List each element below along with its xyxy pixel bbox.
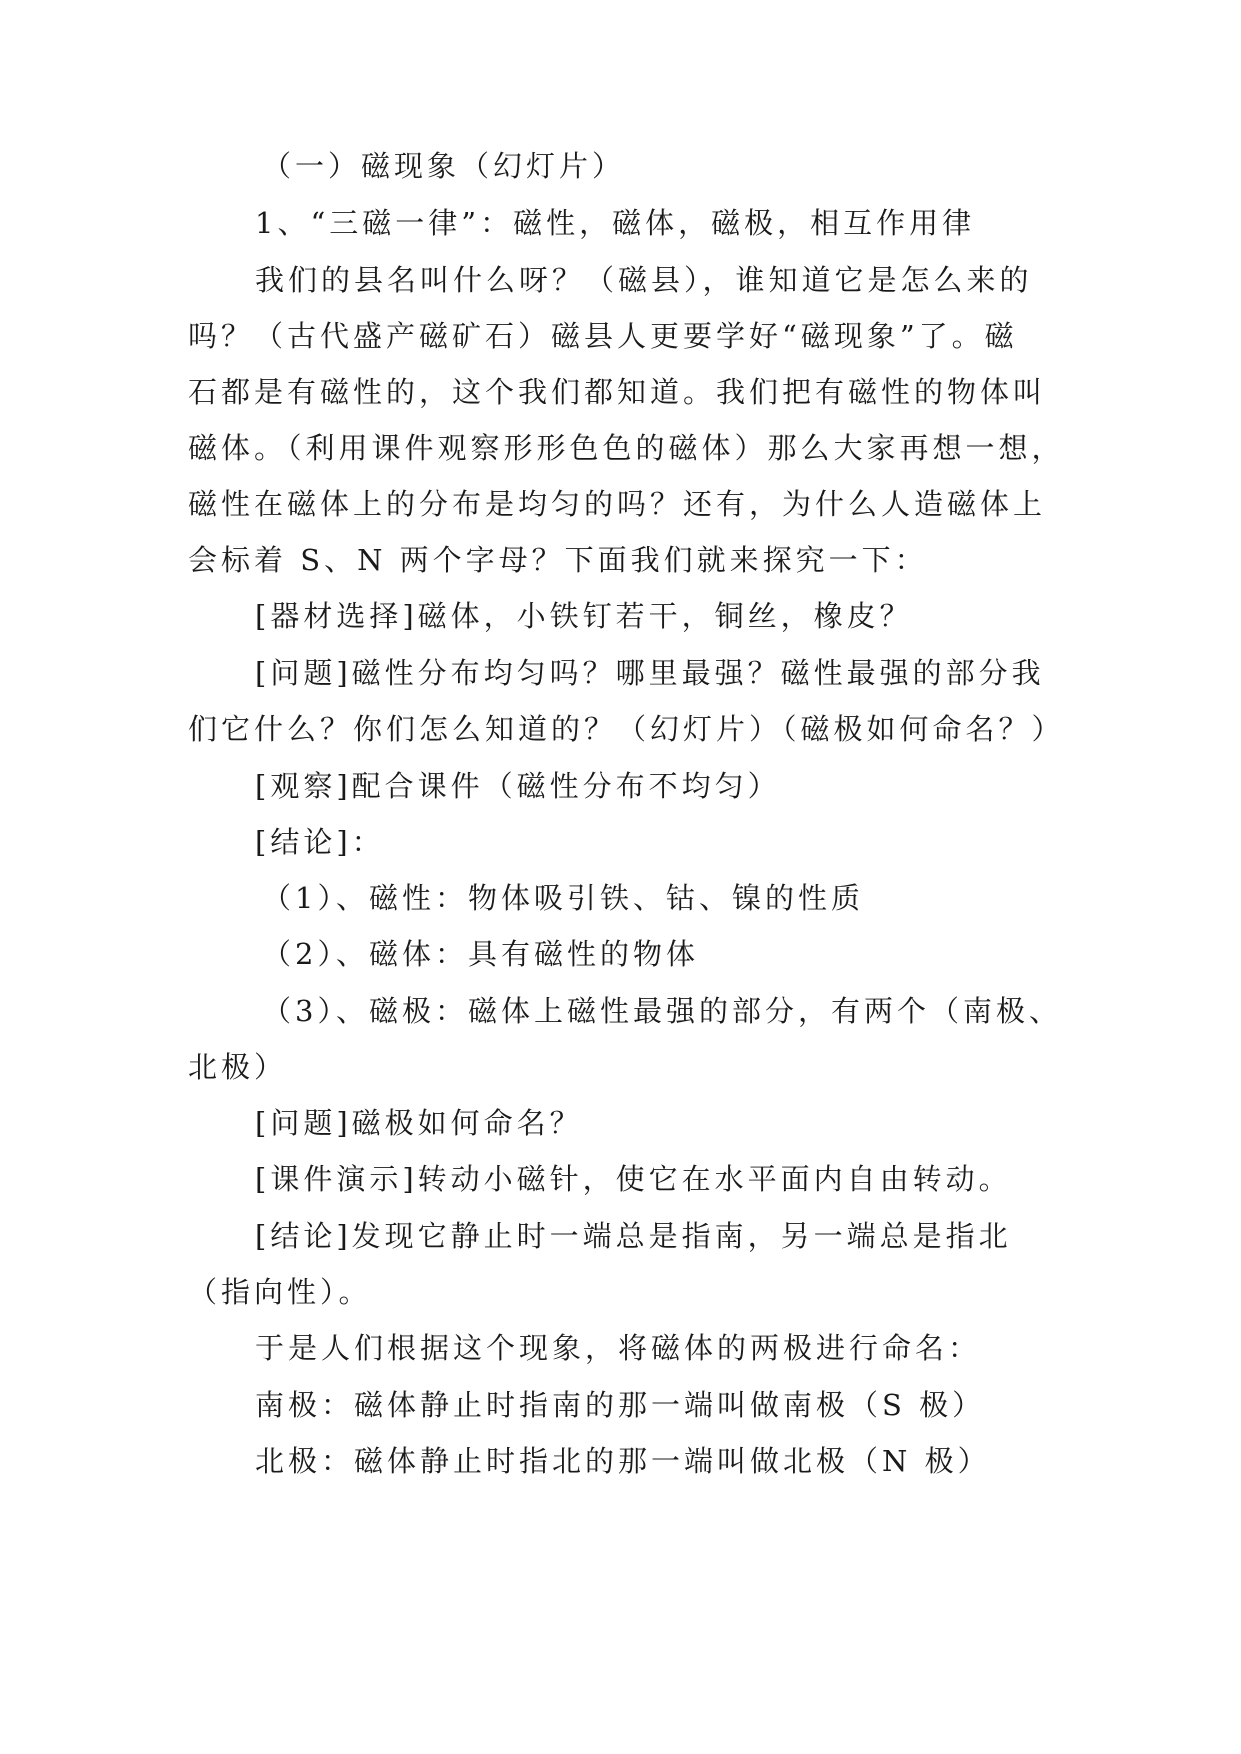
paragraph-line: 磁性在磁体上的分布是均匀的吗？还有，为什么人造磁体上 bbox=[188, 487, 1047, 521]
paragraph-line: 我们的县名叫什么呀？（磁县），谁知道它是怎么来的 bbox=[255, 263, 1033, 297]
paragraph-line: 石都是有磁性的，这个我们都知道。我们把有磁性的物体叫 bbox=[188, 375, 1047, 409]
conclusion-line-continued: （指向性）。 bbox=[188, 1275, 372, 1309]
conclusion-heading: [结论]： bbox=[255, 825, 385, 859]
question-line: [问题]磁极如何命名？ bbox=[255, 1106, 583, 1140]
section-heading: （一）磁现象（幻灯片） bbox=[262, 149, 626, 183]
question-line: 们它什么？你们怎么知道的？（幻灯片）（磁极如何命名？） bbox=[188, 712, 1065, 746]
definition-item: （2）、磁体：具有磁性的物体 bbox=[262, 937, 699, 971]
materials-line: [器材选择]磁体，小铁钉若干，铜丝，橡皮？ bbox=[255, 599, 913, 633]
paragraph-line: 于是人们根据这个现象，将磁体的两极进行命名： bbox=[255, 1331, 982, 1365]
north-pole-definition: 北极：磁体静止时指北的那一端叫做北极（N 极） bbox=[255, 1444, 991, 1478]
paragraph-line: 磁体。（利用课件观察形形色色的磁体）那么大家再想一想， bbox=[188, 431, 1065, 465]
subheading: 1、“三磁一律”：磁性，磁体，磁极，相互作用律 bbox=[255, 206, 976, 240]
definition-item: （3）、磁极：磁体上磁性最强的部分，有两个（南极、 bbox=[262, 994, 1062, 1028]
conclusion-line: [结论]发现它静止时一端总是指南，另一端总是指北 bbox=[255, 1219, 1012, 1253]
demo-line: [课件演示]转动小磁针，使它在水平面内自由转动。 bbox=[255, 1162, 1012, 1196]
definition-item: （1）、磁性：物体吸引铁、钴、镍的性质 bbox=[262, 881, 864, 915]
observation-line: [观察]配合课件（磁性分布不均匀） bbox=[255, 769, 781, 803]
question-line: [问题]磁性分布均匀吗？哪里最强？磁性最强的部分我 bbox=[255, 656, 1045, 690]
paragraph-line: 吗？（古代盛产磁矿石）磁县人更要学好“磁现象”了。磁 bbox=[188, 319, 1018, 353]
definition-item-continued: 北极） bbox=[188, 1050, 288, 1084]
paragraph-line: 会标着 S、N 两个字母？下面我们就来探究一下： bbox=[188, 543, 928, 577]
south-pole-definition: 南极：磁体静止时指南的那一端叫做南极（S 极） bbox=[255, 1388, 986, 1422]
